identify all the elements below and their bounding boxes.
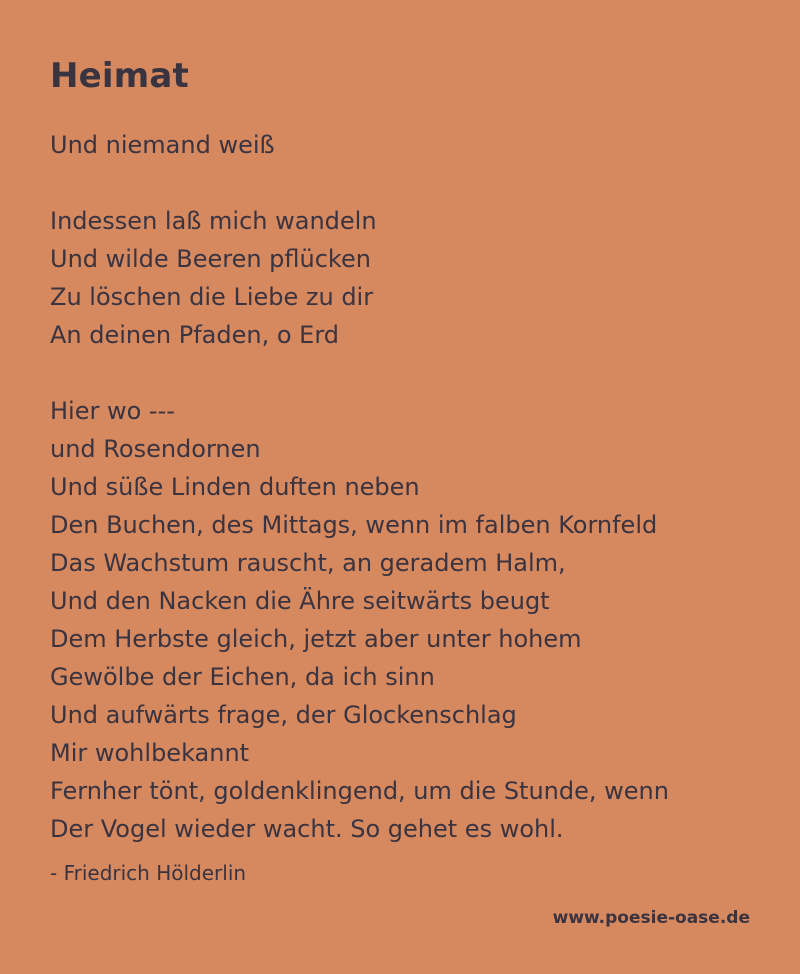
poem-line: Zu löschen die Liebe zu dir xyxy=(50,283,374,311)
poem-line xyxy=(50,164,770,202)
poem-line: und Rosendornen xyxy=(50,435,261,463)
poem-line: Und süße Linden duften neben xyxy=(50,473,420,501)
poem-line: Den Buchen, des Mittags, wenn im falben Kornfeld xyxy=(50,511,658,539)
website-link[interactable]: www.poesie-oase.de xyxy=(552,908,750,928)
poem-line: Und wilde Beeren pflücken xyxy=(50,245,371,273)
poem-line: Und den Nacken die Ähre seitwärts beugt xyxy=(50,587,550,615)
poem-line: Mir wohlbekannt xyxy=(50,739,250,767)
poem-line: Gewölbe der Eichen, da ich sinn xyxy=(50,663,435,691)
poem-line: Und niemand weiß xyxy=(50,131,275,159)
poem-line: Der Vogel wieder wacht. So gehet es wohl. xyxy=(50,815,564,843)
poem-line: Hier wo --- xyxy=(50,397,175,425)
poem-line: Das Wachstum rauscht, an geradem Halm, xyxy=(50,549,566,577)
poem-line: An deinen Pfaden, o Erd xyxy=(50,321,339,349)
poem-title: Heimat xyxy=(50,56,189,96)
poem-line xyxy=(50,354,770,392)
poem-author: - Friedrich Hölderlin xyxy=(50,861,247,885)
poem-line: Fernher tönt, goldenklingend, um die Stunde, wenn xyxy=(50,777,669,805)
poem-line: Und aufwärts frage, der Glockenschlag xyxy=(50,701,517,729)
poem-line: Indessen laß mich wandeln xyxy=(50,207,377,235)
poem-line: Dem Herbste gleich, jetzt aber unter hohem xyxy=(50,625,582,653)
poem-body xyxy=(50,126,770,848)
